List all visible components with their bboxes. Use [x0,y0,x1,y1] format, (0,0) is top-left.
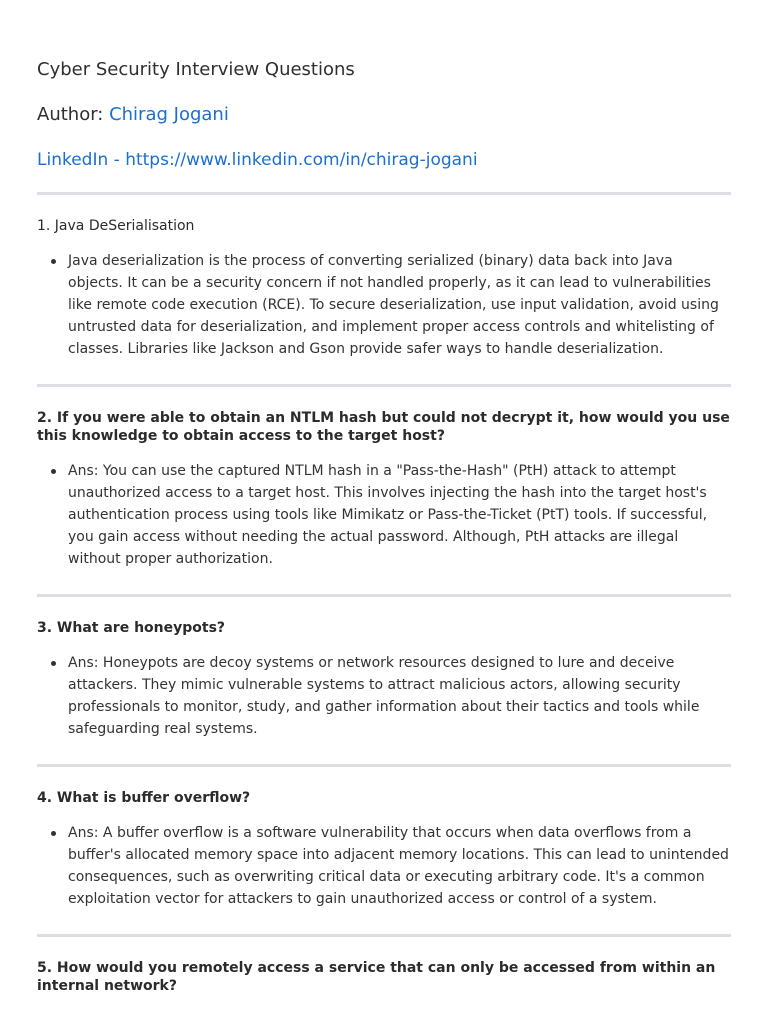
answer-text: Ans: You can use the captured NTLM hash in a "Pass-the-Hash" (PtH) attack to attempt unauthorized access to a target host. This involves injecting the hash into the target host's authentication process using tools like Mimikatz or Pass-the-Ticket (PtT) tools. If successful, you gain access without needing the actual password. Although, PtH attacks are illegal without proper authorization. [68,463,708,567]
qa-section-2 [37,387,731,594]
bullet-icon [51,831,56,836]
answer-item [68,822,731,910]
document-title: Cyber Security Interview Questions [37,59,355,80]
qa-section-5 [37,937,731,1019]
author-label: Author: [37,104,110,125]
qa-section-3 [37,597,731,764]
answer-text: Ans: A buffer overflow is a software vulnerability that occurs when data overflows from a buffer's allocated memory space into adjacent memory locations. This can lead to unintended consequences, such as overwriting critical data or executing arbitrary code. It's a common exploitation vector for attackers to gain unauthorized access or control of a system. [68,825,729,907]
answer-text: Java deserialization is the process of converting serialized (binary) data back into Java objects. It can be a security concern if not handled properly, as it can lead to vulnerabilities like remote code execution (RCE). To secure deserialization, use input validation, avoid using untrusted data for deserialization, and implement proper access controls and whitelisting of classes. Libraries like Jackson and Gson provide safer ways to handle deserialization. [68,253,719,357]
bullet-icon [51,661,56,666]
question-heading: 3. What are honeypots? [37,620,226,636]
answer-item [68,460,731,570]
answer-list [37,250,731,360]
answer-item [68,250,731,360]
bullet-icon [51,259,56,264]
qa-section-1 [37,195,731,384]
answer-list [37,652,731,740]
question-heading: 4. What is buffer overflow? [37,790,251,806]
linkedin-link[interactable]: LinkedIn - https://www.linkedin.com/in/chirag-jogani [37,150,478,170]
bullet-icon [51,469,56,474]
author-line [37,82,731,127]
author-name-link[interactable]: Chirag Jogani [109,104,229,125]
answer-text: Ans: Honeypots are decoy systems or network resources designed to lure and deceive attackers. They mimic vulnerable systems to attract malicious actors, allowing security professionals to monitor, study, and gather information about their tactics and tools while safeguarding real systems. [68,655,700,737]
answer-list [37,460,731,570]
answer-list [37,822,731,910]
question-heading: 2. If you were able to obtain an NTLM hash but could not decrypt it, how would you use this knowledge to obtain access to the target host? [37,410,730,444]
qa-section-4 [37,767,731,934]
question-heading: 1. Java DeSerialisation [37,218,195,234]
answer-item [68,652,731,740]
question-heading: 5. How would you remotely access a service that can only be accessed from within an internal network? [37,960,716,994]
